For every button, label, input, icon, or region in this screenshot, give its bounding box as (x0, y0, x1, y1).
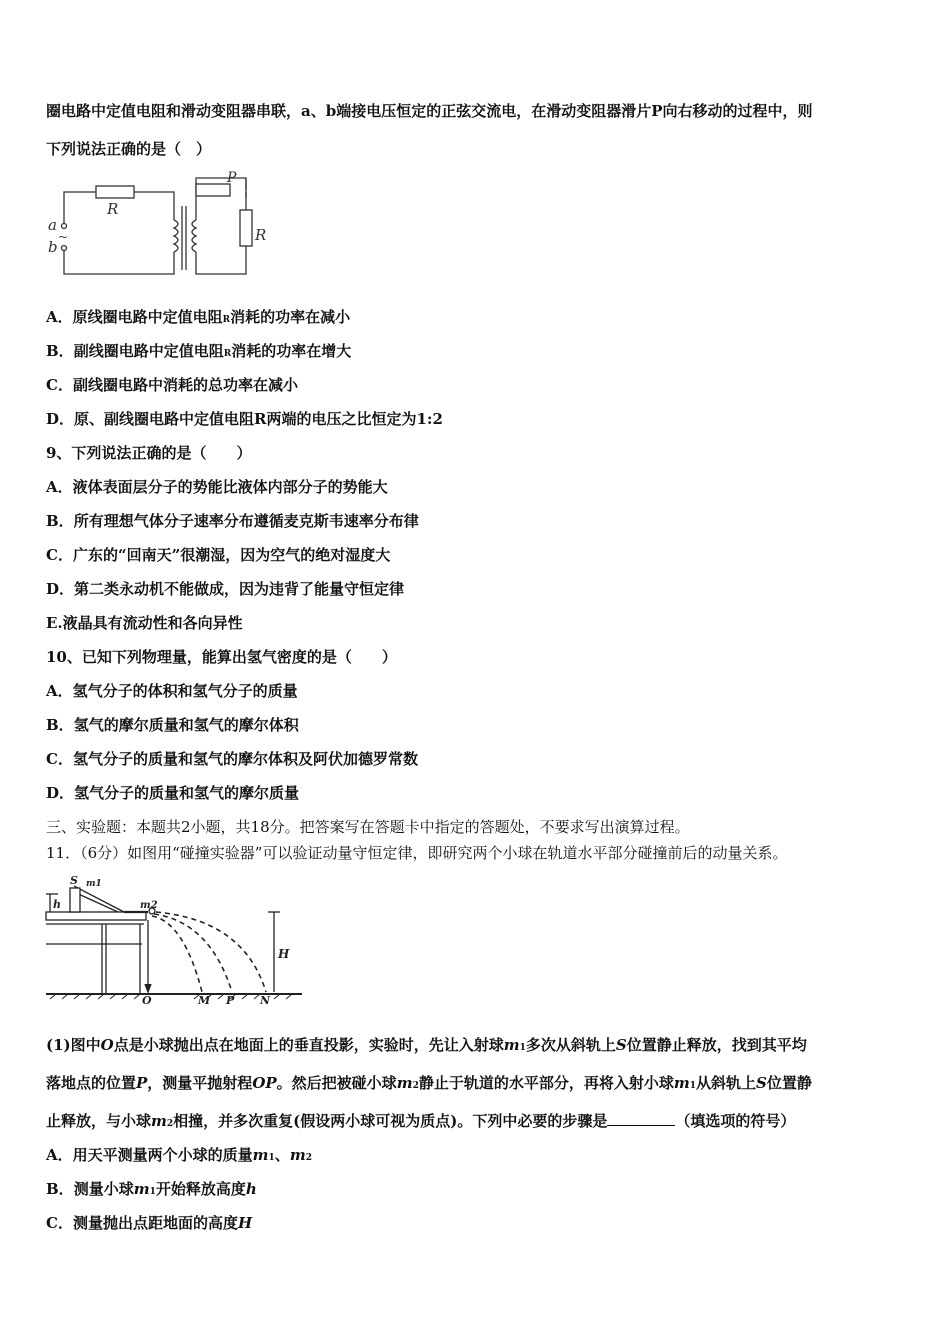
q10-option-c (46, 749, 418, 769)
var-m: m (133, 1180, 150, 1198)
q10-option-d (46, 783, 299, 803)
option-text-post: 消耗的功率在增大 (231, 342, 352, 360)
separator: 、 (274, 1146, 290, 1164)
option-letter: B． (46, 1180, 74, 1198)
text: 位置静 (766, 1074, 812, 1092)
option-letter: A． (46, 1146, 73, 1164)
q9-option-a (46, 477, 388, 497)
option-letter: D． (46, 784, 75, 802)
text: （填选项的符号） (675, 1112, 796, 1130)
option-letter: A． (46, 308, 73, 326)
option-text: 氢气的摩尔质量和氢气的摩尔体积 (73, 716, 299, 734)
option-text: 氢气分子的体积和氢气分子的质量 (72, 682, 298, 700)
q9-stem: 9、下列说法正确的是（ ） (46, 444, 252, 462)
var-big-h: H (237, 1214, 253, 1232)
option-text-post: 开始释放高度 (155, 1180, 246, 1198)
subscript-1: 1 (519, 1043, 526, 1053)
option-letter: C． (46, 376, 73, 394)
slider-p-label: P (227, 170, 237, 186)
option-text: 测量抛出点距地面的高度 (72, 1214, 238, 1232)
var-m: m (503, 1036, 520, 1054)
q10-option-b (46, 715, 299, 735)
q11-stem: 11．（6分）如图用“碰撞实验器”可以验证动量守恒定律，即研究两个小球在轨道水平部分碰撞前后的动量关系。 (46, 844, 788, 862)
var-m: m (396, 1074, 413, 1092)
label-o: O (142, 994, 152, 1004)
option-letter: C． (46, 750, 73, 768)
q11-option-b (46, 1179, 257, 1202)
option-letter: D． (46, 580, 75, 598)
option-letter: B． (46, 512, 74, 530)
option-text-post: 消耗的功率在减小 (230, 308, 351, 326)
text: 从斜轨上 (695, 1074, 756, 1092)
q11-option-a (46, 1145, 312, 1168)
transformer-circuit-figure (44, 170, 274, 282)
resistor-r-secondary-label: R (255, 226, 267, 244)
answer-blank[interactable] (607, 1111, 675, 1126)
q8-stem-line2: 下列说法正确的是（ ） (46, 140, 212, 158)
terminal-b-label: b (48, 238, 58, 256)
subscript-2: 2 (412, 1081, 419, 1091)
text: 多次从斜轨上 (525, 1036, 616, 1054)
subscript-r: R (223, 349, 232, 359)
label-big-h: H (278, 947, 290, 961)
q8-option-a (46, 307, 350, 330)
collision-experiment-figure (44, 872, 306, 1004)
var-p: P (136, 1074, 148, 1092)
subscript-r: R (222, 315, 231, 325)
var-h: h (245, 1180, 257, 1198)
option-text: 氢气分子的质量和氢气的摩尔体积及阿伏加德罗常数 (72, 750, 418, 768)
option-text: 第二类永动机不能做成，因为违背了能量守恒定律 (74, 580, 405, 598)
q8-option-c (46, 375, 298, 395)
q11-part1-line2 (46, 1073, 812, 1096)
var-m: m (252, 1146, 269, 1164)
q9-option-d (46, 579, 404, 599)
text: 点是小球抛出点在地面上的垂直投影，实验时，先让入射球 (113, 1036, 504, 1054)
q8-option-b (46, 341, 351, 364)
text: ，测量平抛射程 (147, 1074, 253, 1092)
option-letter: C． (46, 546, 73, 564)
var-m: m (289, 1146, 306, 1164)
option-text: 副线圈电路中定值电阻 (73, 342, 224, 360)
option-text: 所有理想气体分子速率分布遵循麦克斯韦速率分布律 (73, 512, 419, 530)
option-text: 测量小球 (73, 1180, 134, 1198)
text: 相撞，并多次重复(假设两小球可视为质点)。下列中必要的步骤是 (173, 1112, 608, 1130)
label-m1: m1 (86, 879, 102, 889)
text: 静止于轨道的水平部分，再将入射小球 (418, 1074, 674, 1092)
label-s: S (70, 874, 78, 887)
var-o: O (100, 1036, 114, 1054)
option-text: 用天平测量两个小球的质量 (72, 1146, 253, 1164)
ac-source-icon: ~ (58, 230, 69, 244)
var-s: S (756, 1074, 767, 1092)
var-m: m (151, 1112, 167, 1130)
subscript-2: 2 (166, 1119, 174, 1129)
option-letter: A． (46, 478, 73, 496)
q9-option-c (46, 545, 390, 565)
var-m: m (673, 1074, 690, 1092)
q8-option-d (46, 409, 443, 429)
option-letter: D． (46, 410, 75, 428)
terminal-a-label: a (48, 216, 57, 234)
label-p: P (226, 994, 235, 1004)
label-h: h (53, 898, 61, 911)
option-letter: B． (46, 342, 74, 360)
q8-stem-line1: 圈电路中定值电阻和滑动变阻器串联，a、b端接电压恒定的正弦交流电，在滑动变阻器滑片P向右移动的过程中，则 (46, 102, 813, 120)
text: 位置静止释放，找到其平均 (626, 1036, 807, 1054)
option-text: 原线圈电路中定值电阻 (72, 308, 223, 326)
q11-part1-line1 (46, 1035, 807, 1058)
q11-option-c (46, 1213, 252, 1233)
option-text: 氢气分子的质量和氢气的摩尔质量 (74, 784, 300, 802)
option-text: 原、副线圈电路中定值电阻R两端的电压之比恒定为1:2 (74, 410, 443, 428)
option-text: 液体表面层分子的势能比液体内部分子的势能大 (72, 478, 388, 496)
q10-option-a (46, 681, 298, 701)
text: 落地点的位置 (46, 1074, 137, 1092)
var-op: OP (252, 1074, 277, 1092)
subscript-1: 1 (268, 1153, 275, 1163)
q9-option-e (46, 613, 243, 633)
text: (1)图中 (46, 1036, 101, 1054)
label-n: N (260, 994, 271, 1004)
option-letter: C． (46, 1214, 73, 1232)
subscript-1: 1 (689, 1081, 696, 1091)
text: 。然后把被碰小球 (276, 1074, 397, 1092)
subscript-2: 2 (305, 1153, 312, 1163)
var-s: S (615, 1036, 627, 1054)
option-letter: E. (46, 614, 63, 632)
subscript-1: 1 (149, 1187, 156, 1197)
resistor-r-primary-label: R (107, 200, 119, 218)
option-text: 副线圈电路中消耗的总功率在减小 (72, 376, 298, 394)
option-text: 液晶具有流动性和各向异性 (62, 614, 243, 632)
option-text: 广东的“回南天”很潮湿，因为空气的绝对湿度大 (72, 546, 391, 564)
text: 止释放，与小球 (46, 1112, 152, 1130)
q11-part1-line3 (46, 1111, 795, 1134)
q9-option-b (46, 511, 419, 531)
q10-stem: 10、已知下列物理量，能算出氢气密度的是（ ） (46, 648, 397, 666)
section3-title: 三、实验题：本题共2小题，共18分。把答案写在答题卡中指定的答题处，不要求写出演算过程。 (46, 818, 690, 836)
option-letter: B． (46, 716, 74, 734)
label-m2: m2 (140, 900, 158, 911)
label-m: M (198, 994, 211, 1004)
option-letter: A． (46, 682, 73, 700)
